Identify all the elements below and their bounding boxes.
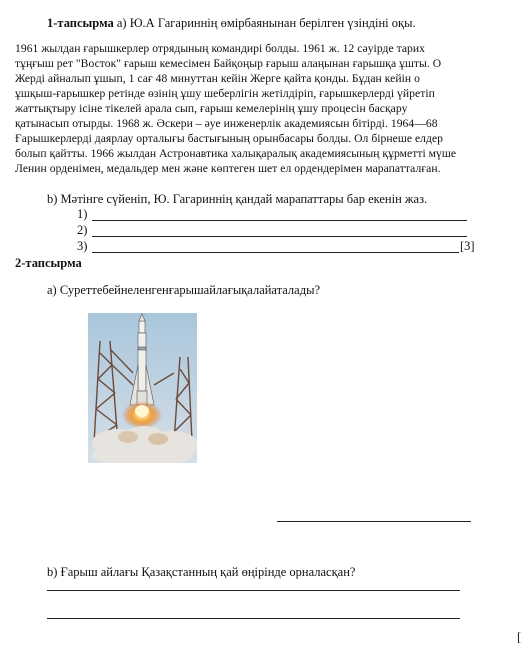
- rocket-launch-image: [88, 313, 197, 463]
- answer-number: 1): [77, 207, 88, 221]
- answer-number: 2): [77, 223, 88, 237]
- answer-line-3[interactable]: [92, 252, 459, 253]
- paragraph-line: Ғарышкерлерді даярлау орталығы бастығының орынбасары болды. Ол бірнеше елдер: [15, 132, 443, 145]
- answer-line-1[interactable]: [92, 220, 467, 221]
- rocket-launch-photo: [88, 313, 197, 463]
- paragraph-line: 1961 жылдан ғарышкерлер отрядының командирі болды. 1961 ж. 12 сәуірде тарих: [15, 42, 426, 55]
- paragraph-line: қатынасып отырды. 1968 ж. Әскери – әуе инженерлік академиясын бітірді. 1964—68: [15, 117, 438, 130]
- paragraph-line: жаттықтыру ісіне тікелей арала сып, ғарыш кемелерінің ұшу процесін басқару: [15, 102, 408, 115]
- paragraph-line: Жерді айналып ұшып, 1 сағ 48 минуттан кейін Жерге қайта қонды. Бұдан кейін о: [15, 72, 420, 85]
- corner-score-mark: [: [517, 630, 522, 644]
- task2-heading: 2-тапсырма: [15, 256, 82, 270]
- task2-question-b: b) Ғарыш айлағы Қазақстанның қай өңірінде орналасқан?: [47, 565, 356, 579]
- paragraph-line: Ленин орденімен, медальдер мен және көптеген шет ел ордендерімен марапатталған.: [15, 162, 441, 175]
- paragraph-line: тұңғыш рет "Восток" ғарыш кемесімен Байқоңыр ғарыш алаңынан ғарышқа ұшты. О: [15, 57, 442, 70]
- task1-heading-rest: а) Ю.А Гагариннің өмірбаянынан берілген үзіндіні оқы.: [113, 16, 416, 30]
- paragraph-line: ұшқыш-ғарышкер ретінде өзінің ұшу шеберлігін жетілдіріп, ғарышкерлерді үйретіп: [15, 87, 435, 100]
- task2-question-a: а) Суреттебейнеленгенғарышайлағықалайаталады?: [47, 283, 321, 297]
- task1-question-b: b) Мәтінге сүйеніп, Ю. Гагариннің қандай марапаттары бар екенін жаз.: [47, 192, 428, 206]
- task1-heading: [47, 16, 416, 31]
- answer-number: 3): [77, 239, 88, 253]
- paragraph-line: болып қайтты. 1966 жылдан Астронавтика халықаралық академиясының құрметті мүше: [15, 147, 457, 160]
- answer-line-b-1[interactable]: [47, 590, 460, 591]
- task1-heading-bold: 1-тапсырма: [47, 16, 114, 30]
- answer-line-b-2[interactable]: [47, 618, 460, 619]
- answer-line-2[interactable]: [92, 236, 467, 237]
- score-mark: [3]: [460, 239, 475, 253]
- photo-answer-line[interactable]: [277, 521, 471, 522]
